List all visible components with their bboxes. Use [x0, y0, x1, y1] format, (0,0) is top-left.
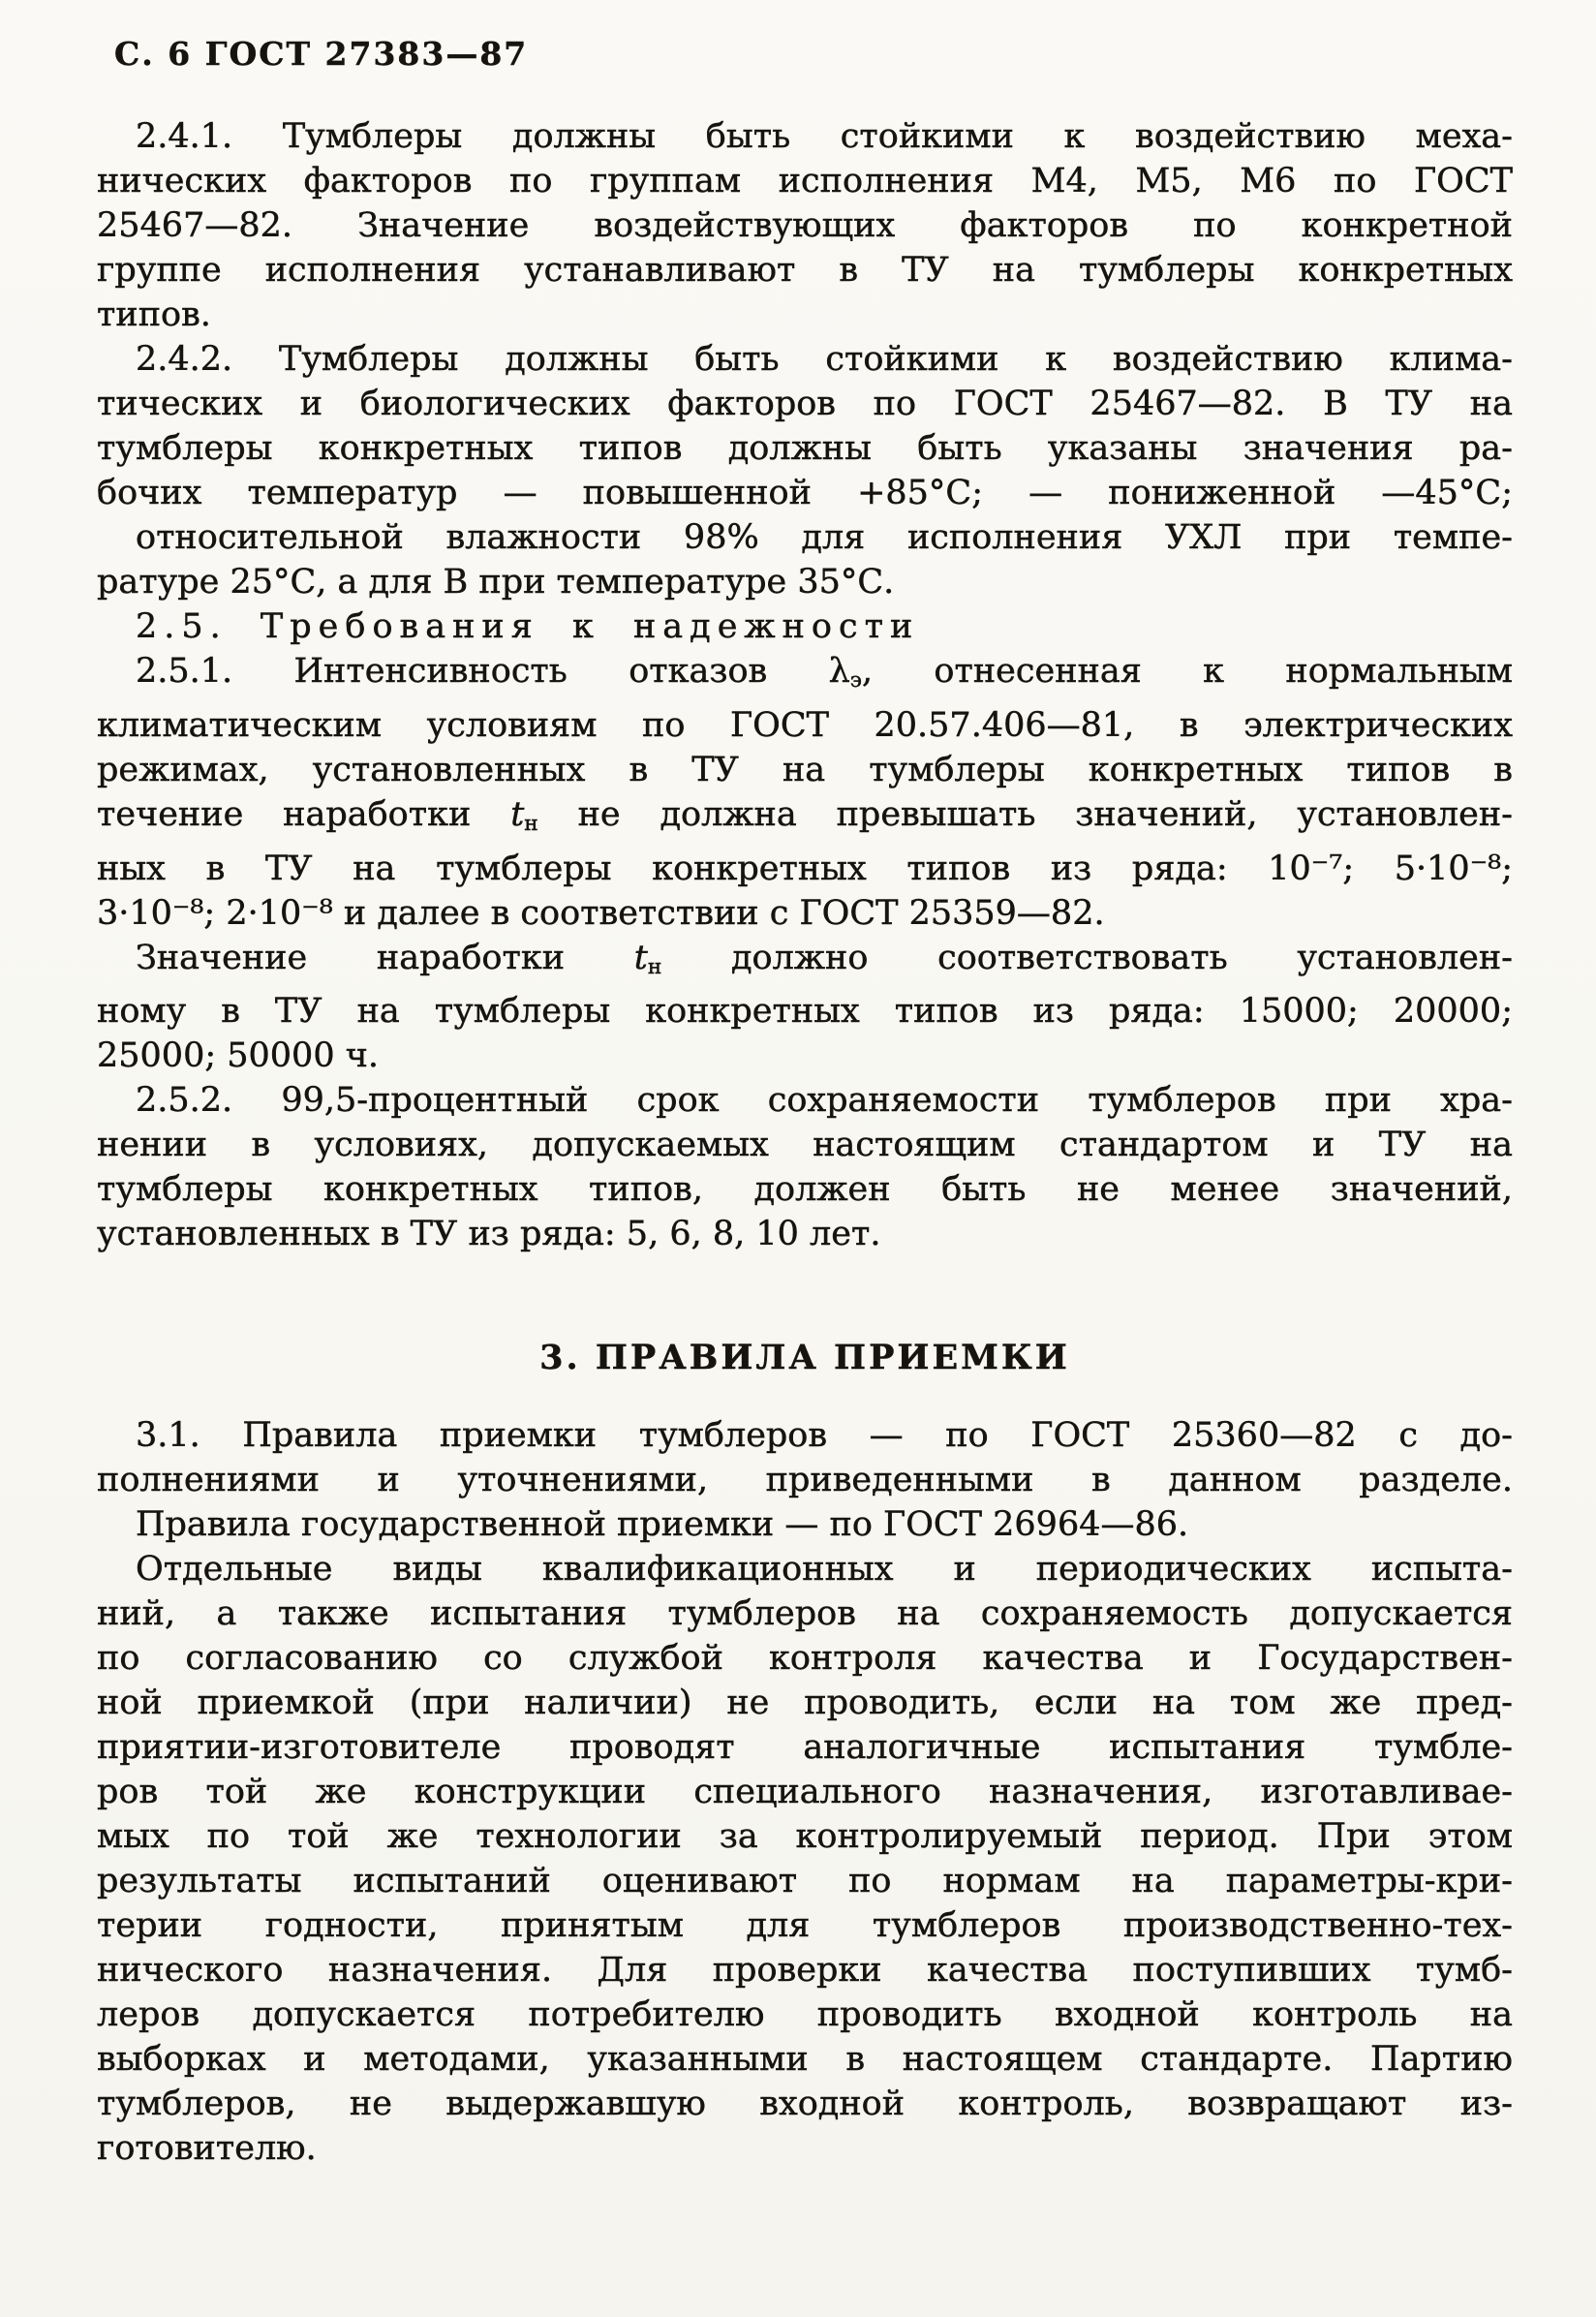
text-line: 25467—82. Значение воздействующих факторов по конкретной — [97, 206, 1513, 245]
document-body — [97, 114, 1513, 2171]
text-line: режимах, установленных в ТУ на тумблеры конкретных типов в — [97, 750, 1513, 789]
text-line: 25000; 50000 ч. — [97, 1036, 379, 1076]
text-line: бочих температур — повышенной +85°С; — пониженной —45°С; — [97, 474, 1513, 512]
text-line: леров допускается потребителю проводить входной контроль на — [97, 1995, 1513, 2035]
text-line: Значение наработки $t_н$ должно соответствовать установлен- — [136, 938, 1514, 979]
text-line: 2.4.1. Тумблеры должны быть стойкими к воздействию меха- — [136, 117, 1513, 156]
section-heading: 3. ПРАВИЛА ПРИЕМКИ — [539, 1338, 1070, 1378]
text-line: 3.1. Правила приемки тумблеров — по ГОСТ 25360—82 с до- — [136, 1416, 1513, 1456]
text-line: терии годности, принятым для тумблеров производственно-тех- — [97, 1906, 1513, 1946]
text-line: нического назначения. Для проверки качества поступивших тумб- — [97, 1951, 1513, 1991]
text-line: ний, а также испытания тумблеров на сохраняемость допускается — [97, 1594, 1513, 1634]
text-line: нении в условиях, допускаемых настоящим стандартом и ТУ на — [97, 1126, 1513, 1165]
text-line: Отдельные виды квалификационных и периодических испыта- — [136, 1550, 1513, 1590]
text-line: 2.4.2. Тумблеры должны быть стойкими к воздействию клима- — [136, 340, 1513, 379]
text-line: полнениями и уточнениями, приведенными в данном разделе. — [97, 1461, 1513, 1500]
text-line: типов. — [97, 295, 211, 334]
text-line: течение наработки $t_н$ не должна превышать значений, установлен- — [97, 794, 1513, 836]
text-line: результаты испытаний оценивают по нормам на параметры-кри- — [97, 1862, 1513, 1901]
text-line: группе исполнения устанавливают в ТУ на тумблеры конкретных — [97, 251, 1513, 290]
text-line: тических и биологических факторов по ГОСТ 25467—82. В ТУ на — [97, 385, 1513, 423]
text-line: приятии-изготовителе проводят аналогичные испытания тумбле- — [97, 1728, 1513, 1768]
text-line: климатическим условиям по ГОСТ 20.57.406—81, в электрических — [97, 705, 1513, 745]
text-line: по согласованию со службой контроля качества и Государствен- — [97, 1639, 1513, 1679]
text-line: готовителю. — [97, 2129, 317, 2169]
text-line: мых по той же технологии за контролируемый период. При этом — [97, 1817, 1513, 1857]
text-line: ратуре 25°С, а для В при температуре 35°С. — [97, 563, 895, 602]
text-line: выборках и методами, указанными в настоящем стандарте. Партию — [97, 2040, 1513, 2080]
text-line: 3·10⁻⁸; 2·10⁻⁸ и далее в соответствии с ГОСТ 25359—82. — [97, 893, 1105, 933]
text-line: установленных в ТУ из ряда: 5, 6, 8, 10 лет. — [97, 1215, 881, 1254]
text-line: 2.5.2. 99,5-процентный срок сохраняемости тумблеров при хра- — [136, 1081, 1513, 1121]
text-line: нических факторов по группам исполнения М4, М5, М6 по ГОСТ — [97, 162, 1513, 201]
page-header-colontitle: С. 6 ГОСТ 27383—87 — [114, 35, 529, 73]
text-line: 2.5. Требования к надежности — [136, 607, 920, 646]
text-line: ных в ТУ на тумблеры конкретных типов из ряда: 10⁻⁷; 5·10⁻⁸; — [97, 849, 1513, 888]
text-line: тумблеры конкретных типов должны быть указаны значения ра- — [97, 429, 1513, 468]
text-line: ной приемкой (при наличии) не проводить, если на том же пред- — [97, 1684, 1513, 1723]
text-line: относительной влажности 98% для исполнения УХЛ при темпе- — [136, 518, 1513, 557]
text-line: тумблеры конкретных типов, должен быть не менее значений, — [97, 1170, 1513, 1210]
text-line: Правила государственной приемки — по ГОСТ 26964—86. — [136, 1505, 1189, 1545]
text-line: ному в ТУ на тумблеры конкретных типов из ряда: 15000; 20000; — [97, 992, 1513, 1032]
text-line: 2.5.1. Интенсивность отказов $\lambda_э$, отнесенная к нормальным — [136, 652, 1513, 693]
text-line: тумблеров, не выдержавшую входной контроль, возвращают из- — [97, 2085, 1513, 2124]
text-line: ров той же конструкции специального назначения, изготавливае- — [97, 1773, 1513, 1812]
